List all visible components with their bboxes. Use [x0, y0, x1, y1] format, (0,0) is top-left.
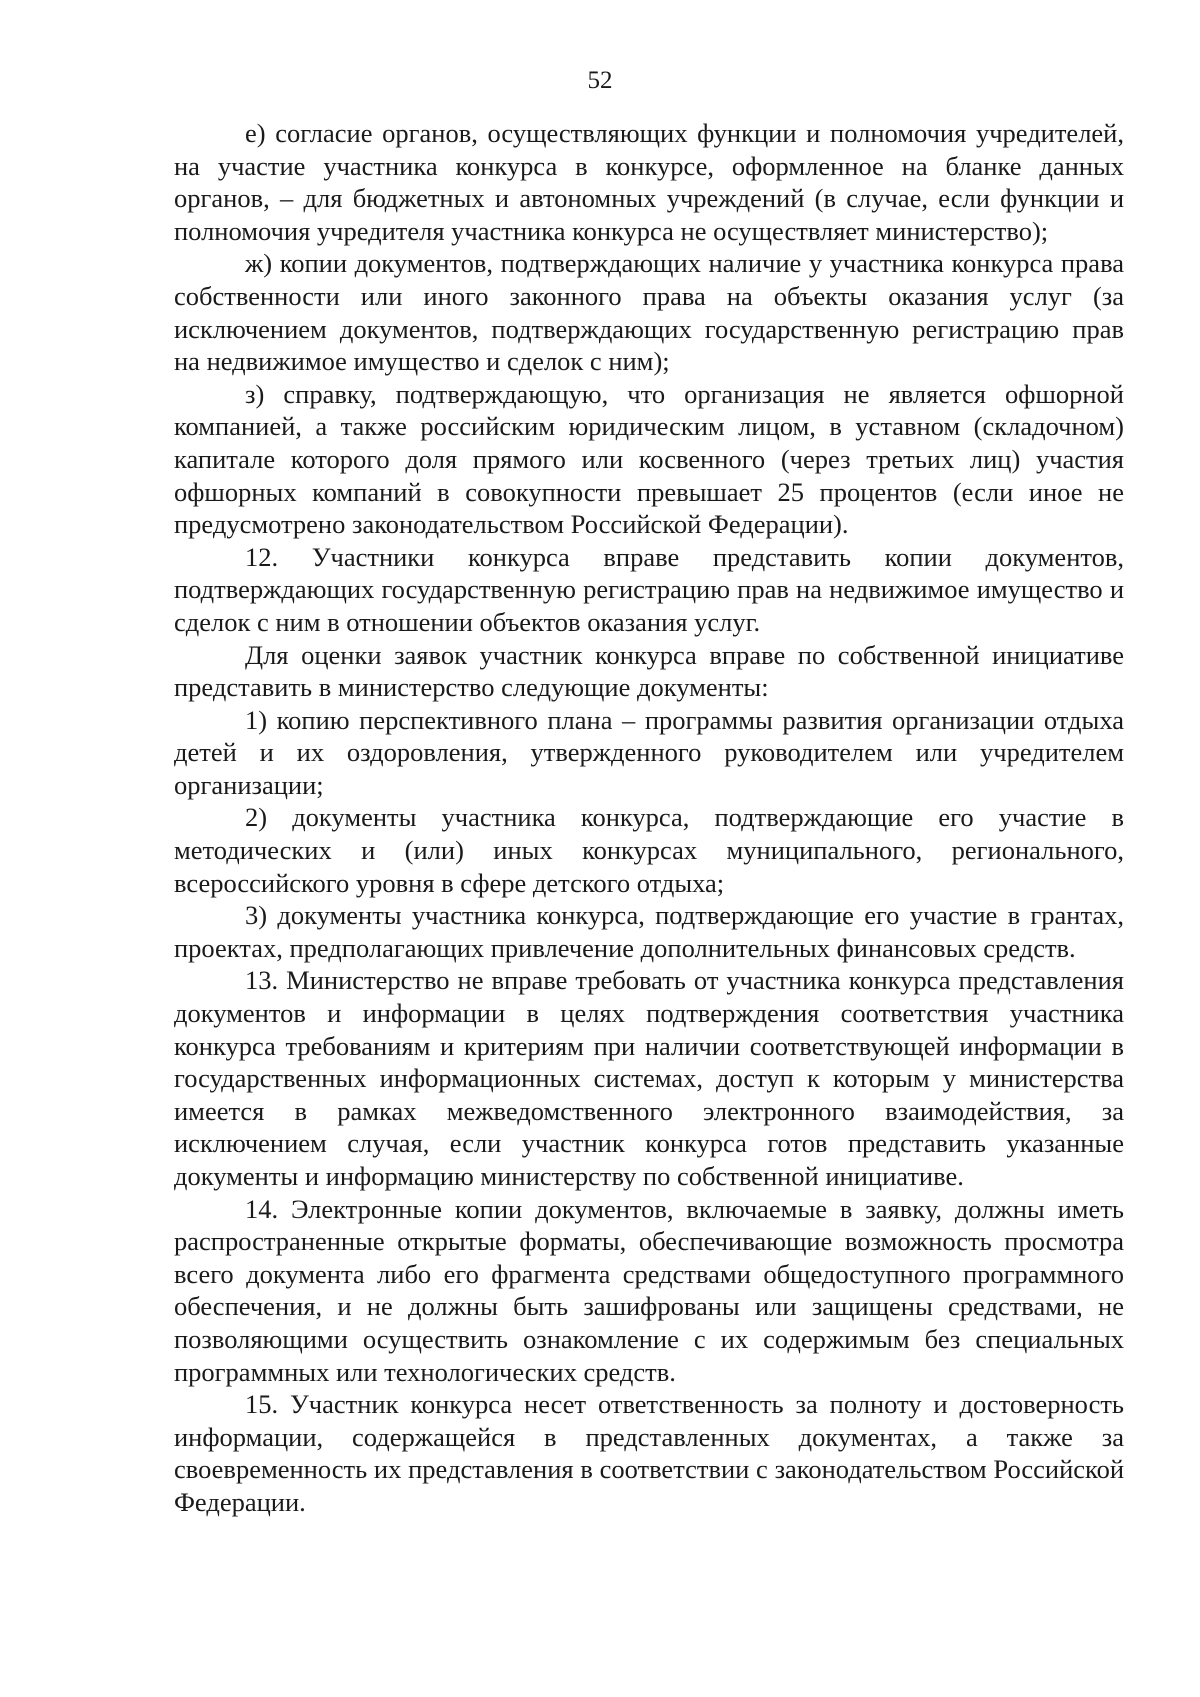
paragraph-14-electronic-copies: 14. Электронные копии документов, включаемые в заявку, должны иметь распространенные открытые форматы, обеспечивающие возможность просмотра всего документа либо его фрагмента средствами общедоступного программного обеспечения, и не должны быть зашифрованы или защищены средствами, не позволяющими осуществить ознакомление с их содержимым без специальных программных или технологических средств.: [174, 1193, 1124, 1387]
paragraph-evaluation-intro: Для оценки заявок участник конкурса вправе по собственной инициативе представить в министерство следующие документы:: [174, 639, 1124, 703]
page-number: 52: [587, 67, 613, 94]
paragraph-zh-property-documents: ж) копии документов, подтверждающих наличие у участника конкурса права собственности или иного законного права на объекты оказания услуг (за исключением документов, подтверждающих государственную регистрацию прав на недвижимое имущество и сделок с ним);: [174, 248, 1124, 377]
document-body: [174, 117, 1124, 1519]
paragraph-e-consent: е) согласие органов, осуществляющих функции и полномочия учредителей, на участие участника конкурса в конкурсе, оформленное на бланке данных органов, – для бюджетных и автономных учреждений (в случае, если функции и полномочия учредителя участника конкурса не осуществляет министерство);: [174, 118, 1124, 246]
paragraph-15-responsibility: 15. Участник конкурса несет ответственность за полноту и достоверность информации, содержащейся в представленных документах, а также за своевременность их представления в соответствии с законодательством Российской Федерации.: [174, 1389, 1124, 1517]
paragraph-3-grants-participation: 3) документы участника конкурса, подтверждающие его участие в грантах, проектах, предполагающих привлечение дополнительных финансовых средств.: [174, 900, 1124, 963]
paragraph-12-registration-copies: 12. Участники конкурса вправе представить копии документов, подтверждающих государственную регистрацию прав на недвижимое имущество и сделок с ним в отношении объектов оказания услуг.: [174, 541, 1124, 637]
paragraph-1-development-plan: 1) копию перспективного плана – программы развития организации отдыха детей и их оздоровления, утвержденного руководителем или учредителем организации;: [174, 704, 1124, 800]
paragraph-z-offshore-certificate: з) справку, подтверждающую, что организация не является офшорной компанией, а также российским юридическим лицом, в уставном (складочном) капитале которого доля прямого или косвенного (через третьих лиц) участия офшорных компаний в совокупности превышает 25 процентов (если иное не предусмотрено законодательством Российской Федерации).: [174, 378, 1124, 540]
paragraph-13-ministry-restrictions: 13. Министерство не вправе требовать от участника конкурса представления документов и информации в целях подтверждения соответствия участника конкурса требованиям и критериям при наличии соответствующей информации в государственных информационных системах, доступ к которым у министерства имеется в рамках межведомственного электронного взаимодействия, за исключением случая, если участник конкурса готов представить указанные документы и информацию министерству по собственной инициативе.: [174, 965, 1124, 1191]
paragraph-2-contest-participation: 2) документы участника конкурса, подтверждающие его участие в методических и (или) иных конкурсах муниципального, регионального, всероссийского уровня в сфере детского отдыха;: [174, 802, 1124, 898]
